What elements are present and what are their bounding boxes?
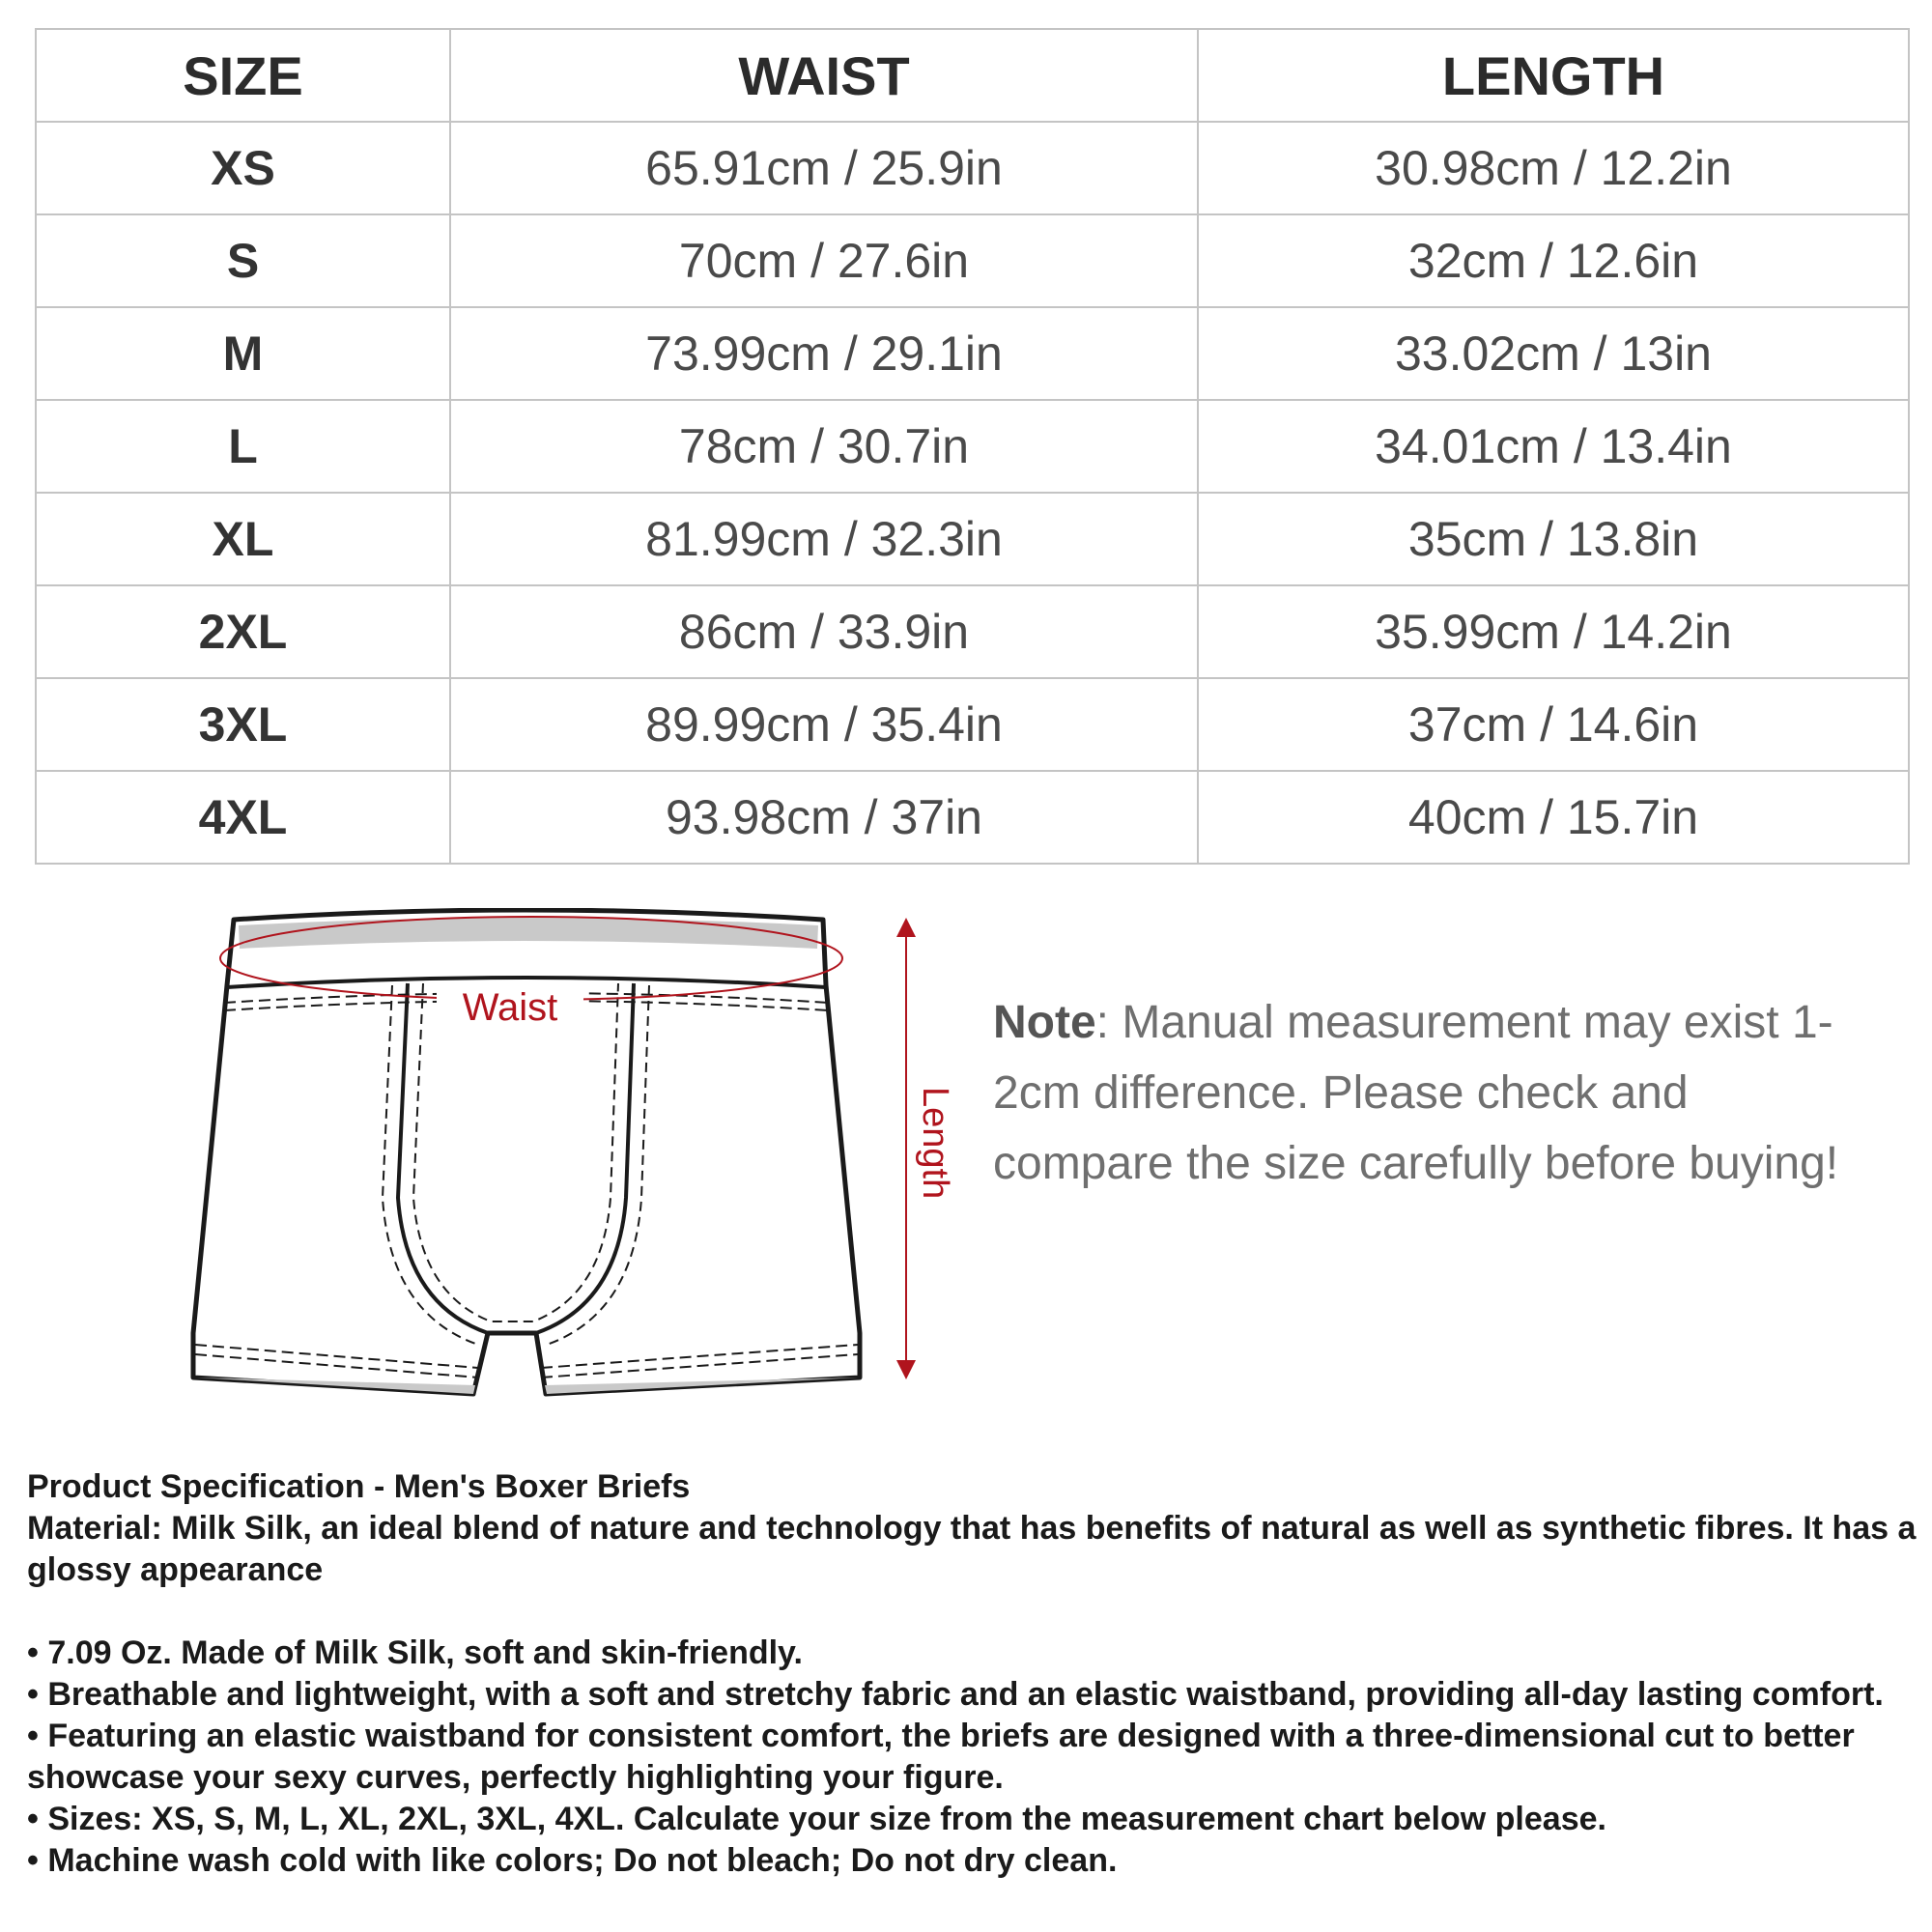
length-cell: 32cm / 12.6in [1198, 214, 1909, 307]
length-label: Length [915, 1087, 955, 1200]
table-row [36, 214, 1909, 307]
waist-cell: 65.91cm / 25.9in [450, 122, 1198, 214]
spec-material: Material: Milk Silk, an ideal blend of nature and technology that has benefits of natural as well as synthetic fibres. It has a glossy appearance [27, 1510, 1917, 1588]
boxer-brief-diagram [184, 908, 976, 1410]
header-size: SIZE [36, 29, 450, 122]
note-text: : Manual measurement may exist 1-2cm difference. Please check and compare the size carefully before buying! [993, 997, 1839, 1189]
waist-cell: 86cm / 33.9in [450, 585, 1198, 678]
waist-cell: 93.98cm / 37in [450, 771, 1198, 864]
waist-label: Waist [462, 986, 558, 1029]
size-cell: XL [36, 493, 450, 585]
length-cell: 37cm / 14.6in [1198, 678, 1909, 771]
size-cell: M [36, 307, 450, 400]
waist-cell: 78cm / 30.7in [450, 400, 1198, 493]
table-row [36, 122, 1909, 214]
length-cell: 35.99cm / 14.2in [1198, 585, 1909, 678]
table-row [36, 585, 1909, 678]
spec-title: Product Specification - Men's Boxer Briefs [27, 1468, 691, 1505]
spec-bullet: • Featuring an elastic waistband for consistent comfort, the briefs are designed with a three-dimensional cut to better showcase your sexy curves, perfectly highlighting your figure. [27, 1718, 1855, 1796]
header-waist: WAIST [450, 29, 1198, 122]
length-cell: 30.98cm / 12.2in [1198, 122, 1909, 214]
waist-cell: 81.99cm / 32.3in [450, 493, 1198, 585]
spec-bullet: • 7.09 Oz. Made of Milk Silk, soft and skin-friendly. [27, 1634, 803, 1671]
table-row [36, 678, 1909, 771]
waist-cell: 70cm / 27.6in [450, 214, 1198, 307]
spec-bullet: • Machine wash cold with like colors; Do not bleach; Do not dry clean. [27, 1842, 1118, 1879]
table-row [36, 400, 1909, 493]
length-cell: 40cm / 15.7in [1198, 771, 1909, 864]
length-cell: 33.02cm / 13in [1198, 307, 1909, 400]
length-cell: 35cm / 13.8in [1198, 493, 1909, 585]
spec-bullet: • Sizes: XS, S, M, L, XL, 2XL, 3XL, 4XL. Calculate your size from the measurement chart below please. [27, 1801, 1606, 1837]
size-cell: XS [36, 122, 450, 214]
table-row [36, 493, 1909, 585]
size-cell: 3XL [36, 678, 450, 771]
product-specification [27, 1466, 1920, 1882]
waist-cell: 89.99cm / 35.4in [450, 678, 1198, 771]
note-label: Note [993, 997, 1096, 1048]
waist-cell: 73.99cm / 29.1in [450, 307, 1198, 400]
measurement-note [993, 987, 1843, 1199]
header-length: LENGTH [1198, 29, 1909, 122]
table-row [36, 307, 1909, 400]
spec-bullet: • Breathable and lightweight, with a soft and stretchy fabric and an elastic waistband, providing all-day lasting comfort. [27, 1676, 1884, 1713]
size-cell: 2XL [36, 585, 450, 678]
size-cell: S [36, 214, 450, 307]
length-cell: 34.01cm / 13.4in [1198, 400, 1909, 493]
size-cell: L [36, 400, 450, 493]
size-cell: 4XL [36, 771, 450, 864]
table-header-row [36, 29, 1909, 122]
size-chart-table [35, 28, 1910, 865]
table-row [36, 771, 1909, 864]
